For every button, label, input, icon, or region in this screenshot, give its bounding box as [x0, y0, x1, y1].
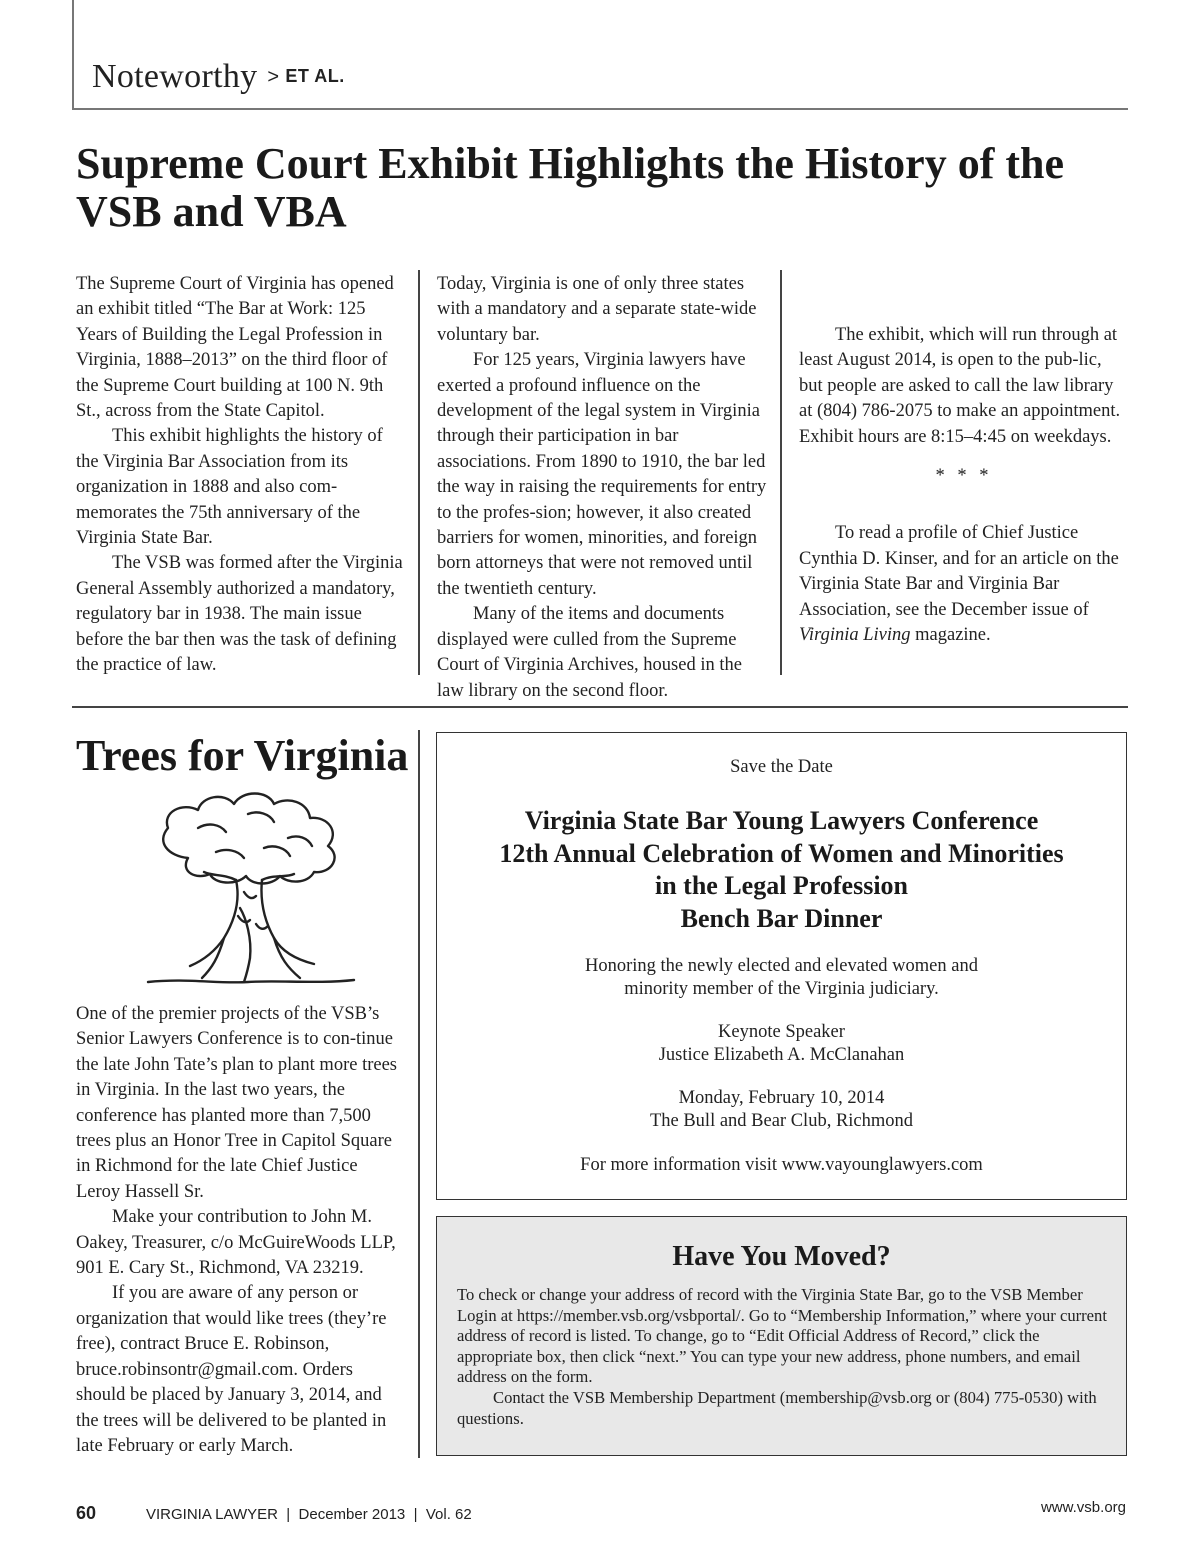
- event-title-line: Bench Bar Dinner: [680, 903, 883, 933]
- article2-paragraph: One of the premier projects of the VSB’s Senior Lawyers Conference is to con-tinue the late John Tate’s plan to plant more trees in Virginia. In the last two years, the conference has planted more than 7,500 trees plus an Honor Tree in Capitol Square in Richmond for the late Chief Justice Leroy Hassell Sr.: [76, 1004, 397, 1202]
- article1-column-3: [799, 323, 1129, 648]
- section-break-stars: * * *: [935, 466, 993, 487]
- publication-info: VIRGINIA LAWYER | December 2013 | Vol. 62: [146, 1506, 472, 1523]
- header-horizontal-rule: [72, 108, 1128, 110]
- article1-column-1: [76, 272, 406, 679]
- closing-suffix: magazine.: [910, 625, 991, 646]
- event-title-line: 12th Annual Celebration of Women and Minorities: [499, 838, 1064, 868]
- have-you-moved-box: [436, 1216, 1127, 1456]
- save-the-date-box: [436, 732, 1127, 1200]
- article1-paragraph: Many of the items and documents displayed were culled from the Supreme Court of Virginia Archives, housed in the law library on the second floor.: [437, 604, 742, 701]
- moved-paragraph: To check or change your address of record with the Virginia State Bar, go to the VSB Member Login at https://member.vsb.org/vsbportal/. Go to “Membership Information,” where your current address of record is listed. To change, go to “Edit Official Address of Record,” click the appropriate box, then click “next.” You can type your new address, phone numbers, and email address on the form.: [457, 1285, 1107, 1387]
- article2-paragraph: If you are aware of any person or organization that would like trees (they’re free), contract Bruce E. Robinson, bruce.robinsontr@gmail.com. Orders should be placed by January 3, 2014, and the trees will be delivered to be planted in late February or early March.: [76, 1283, 387, 1456]
- moved-body: [457, 1285, 1109, 1429]
- article-title-exhibit: Supreme Court Exhibit Highlights the History of the VSB and VBA: [76, 139, 1065, 236]
- header-vertical-rule: [72, 0, 74, 108]
- section-divider: [72, 706, 1128, 708]
- column-divider: [418, 730, 420, 1458]
- column-divider: [780, 270, 782, 675]
- event-more-info: For more information visit www.vayounglawyers.com: [580, 1155, 983, 1175]
- article1-paragraph: For 125 years, Virginia lawyers have exerted a profound influence on the development of the legal system in Virginia through their participation in bar associations. From 1890 to 1910, the bar led the way in raising the requirements for entry to the profes-sion; however, it also created barriers for women, minorities, and foreign born attorneys that were not removed until the twentieth century.: [437, 350, 767, 599]
- section-separator: >: [267, 66, 280, 88]
- article1-paragraph: Today, Virginia is one of only three states with a mandatory and a separate state-wide voluntary bar.: [437, 274, 757, 345]
- website-url: www.vsb.org: [1040, 1499, 1126, 1516]
- keynote-label: Keynote Speaker: [718, 1022, 845, 1042]
- event-title-line: Virginia State Bar Young Lawyers Conference: [524, 806, 1039, 835]
- event-venue: The Bull and Bear Club, Richmond: [649, 1110, 914, 1131]
- article-title-trees: Trees for Virginia: [76, 731, 409, 780]
- event-honoring: [437, 955, 1126, 1000]
- honoring-line: minority member of the Virginia judiciary.: [624, 978, 939, 999]
- moved-title: Have You Moved?: [672, 1241, 891, 1272]
- event-title-line: in the Legal Profession: [654, 871, 909, 900]
- article1-column-2: [437, 272, 767, 704]
- article1-paragraph: This exhibit highlights the history of the Virginia Bar Association from its organization in 1888 and also com-memorates the 75th anniversary of the Virginia State Bar.: [76, 426, 383, 549]
- section-header: [92, 58, 345, 96]
- article1-paragraph: The VSB was formed after the Virginia General Assembly authorized a mandatory, regulatory bar in 1938. The main issue before the bar then was the task of defining the practice of law.: [76, 553, 403, 676]
- section-name: Noteworthy: [92, 58, 258, 95]
- column-divider: [418, 270, 420, 675]
- article1-paragraph: The exhibit, which will run through at least August 2014, is open to the pub-lic, but people are asked to call the law library at (804) 786-2075 to make an appointment. Exhibit hours are 8:15–4:45 on weekdays.: [799, 325, 1121, 447]
- event-title: [437, 805, 1126, 935]
- keynote-name: Justice Elizabeth A. McClanahan: [658, 1044, 905, 1065]
- save-the-date-label: Save the Date: [730, 757, 833, 777]
- closing-text: To read a profile of Chief Justice Cynthia D. Kinser, and for an article on the Virginia State Bar and Virginia Bar Association, see the December issue of: [799, 523, 1119, 620]
- event-keynote: [437, 1021, 1126, 1066]
- article2-column: [76, 1002, 406, 1459]
- article1-closing-paragraph: [799, 521, 1129, 648]
- article1-paragraph: The Supreme Court of Virginia has opened an exhibit titled “The Bar at Work: 125 Years of Building the Legal Profession in Virginia, 1888–2013” on the third floor of the Supreme Court building at 100 N. 9th St., across from the State Capitol.: [76, 274, 394, 422]
- event-date: Monday, February 10, 2014: [678, 1088, 885, 1108]
- tree-illustration-icon: [128, 788, 368, 988]
- page-number: 60: [76, 1503, 97, 1523]
- event-when-where: [437, 1087, 1126, 1132]
- honoring-line: Honoring the newly elected and elevated women and: [585, 956, 978, 976]
- magazine-name: Virginia Living: [799, 625, 911, 646]
- moved-paragraph: Contact the VSB Membership Department (membership@vsb.org or (804) 775-0530) with questions.: [457, 1387, 1097, 1428]
- subsection-name: ET AL.: [285, 66, 345, 86]
- article2-paragraph: Make your contribution to John M. Oakey, Treasurer, c/o McGuireWoods LLP, 901 E. Cary St., Richmond, VA 23219.: [76, 1207, 396, 1279]
